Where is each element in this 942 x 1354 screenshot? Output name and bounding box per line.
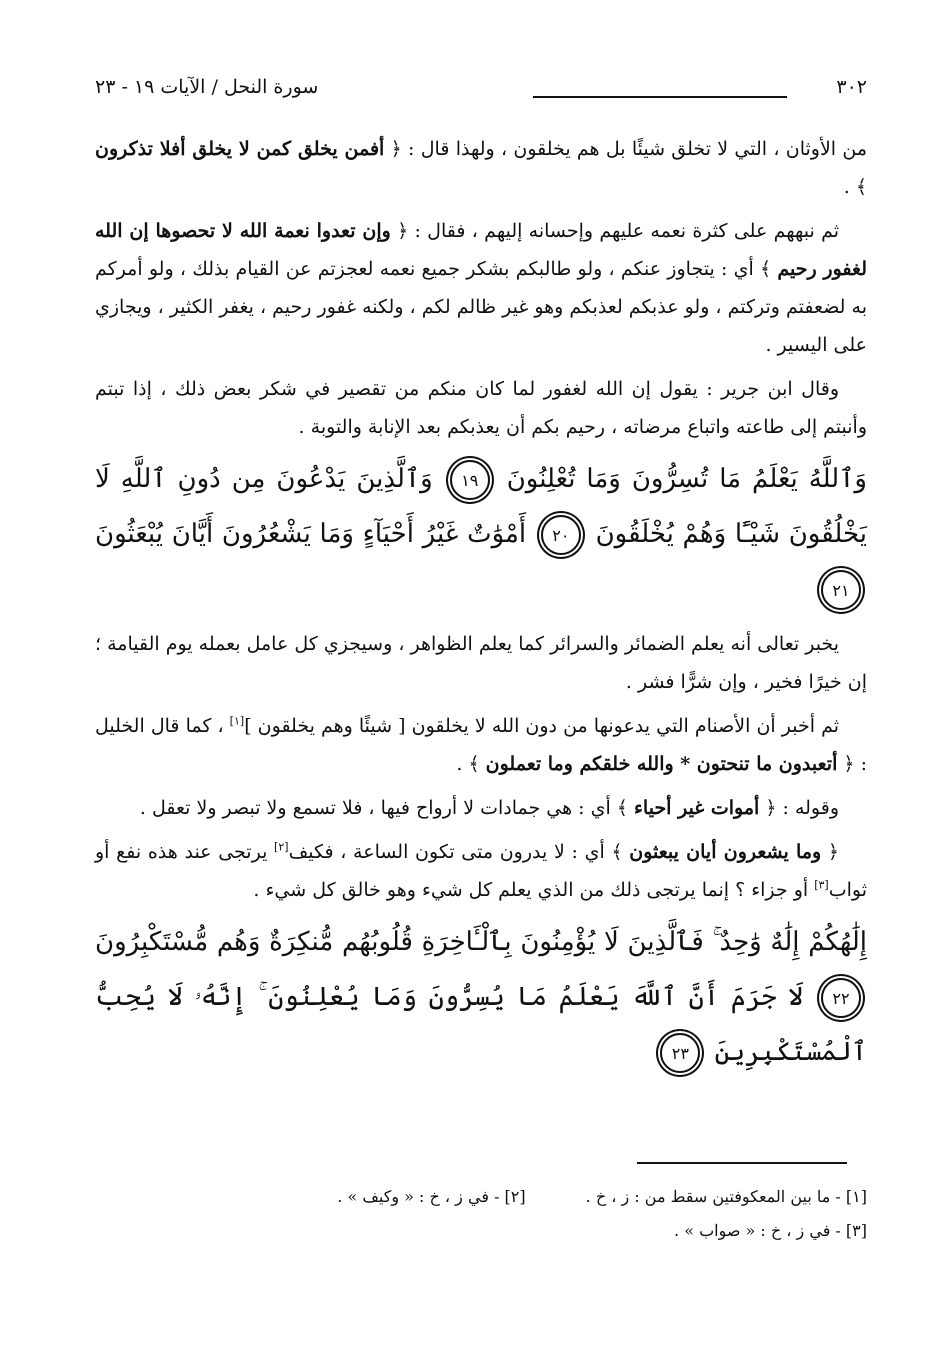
quran-quote: أموات غير أحياء [633,797,760,819]
ayah-number-21: ٢١ [821,570,861,610]
text: ، كما قال الخليل : ﴿ [95,715,867,775]
quran-quote: وإن تعدوا نعمة الله لا تحصوها إن الله لغفور رحيم [95,220,867,280]
text: وقال ابن جرير : يقول إن الله لغفور لما كان منكم من تقصير في شكر بعض ذلك ، إذا تبتم وأنبتم إلى طاعته واتباع مرضاته ، رحيم بكم أن يعذبكم بعد الإنابة والتوبة . [95,378,867,438]
paragraph-2 [95,212,867,364]
text: أو جزاء ؟ إنما يرتجى ذلك من الذي يعلم كل شيء وهو خالق كل شيء . [253,879,815,901]
text: ﴾ أي : هي جمادات لا أرواح فيها ، فلا تسمع ولا تبصر ولا تعقل . [139,797,634,819]
text: ﴾ . [843,176,867,198]
ayah-number-22: ٢٢ [821,978,861,1018]
footnote-rule [637,1162,847,1164]
running-title: سورة النحل / الآيات ١٩ - ٢٣ [95,76,319,98]
paragraph-4 [95,625,867,701]
quran-quote: أفمن يخلق كمن لا يخلق أفلا تذكرون [95,138,385,160]
paragraph-6 [95,789,867,827]
ayah-20: وَٱلَّذِينَ يَدْعُونَ مِن دُونِ ٱللَّهِ لَا يَخْلُقُونَ شَيْـًٔا وَهُمْ يُخْلَقُونَ [95,464,867,549]
text: ﴾ أي : يتجاوز عنكم ، ولو طالبكم بشكر جميع نعمه لعجزتم عن القيام بذلك ، ولو أمركم به لضعفتم وتركتم ، ولو عذبكم لعذبكم وهو غير ظالم لكم ، ولكنه غفور رحيم ، يغفر الكثير ، ويجازي على اليسير . [95,258,867,356]
footnote-1: [١] - ما بين المعكوفتين سقط من : ز ، خ . [585,1187,867,1206]
text: يخبر تعالى أنه يعلم الضمائر والسرائر كما يعلم الظواهر ، وسيجزي كل عامل بعمله يوم القيامة ؛ إن خيرًا فخير ، وإن شرًّا فشر . [95,633,867,693]
ayah-19: وَٱللَّهُ يَعْلَمُ مَا تُسِرُّونَ وَمَا تُعْلِنُونَ [506,464,867,494]
quran-verses-19-21 [95,452,867,617]
quran-verses-22-23 [95,915,867,1080]
footnote-2: [٢] - في ز ، خ : « وكيف » . [337,1187,526,1206]
paragraph-1 [95,130,867,206]
ayah-23: لَا جَرَمَ أَنَّ ٱللَّهَ يَعْلَمُ مَا يُسِرُّونَ وَمَا يُعْلِنُونَ ۚ إِنَّهُۥ لَا يُحِبُّ ٱلْمُسْتَكْبِرِينَ [95,982,867,1067]
header-rule [533,96,787,98]
ayah-number-19: ١٩ [450,460,490,500]
paragraph-5 [95,707,867,783]
paragraph-7 [95,833,867,909]
ayah-22: إِلَٰهُكُمْ إِلَٰهٌ وَٰحِدٌ ۚ فَٱلَّذِينَ لَا يُؤْمِنُونَ بِٱلْـَٔاخِرَةِ قُلُوبُهُم مُّنكِرَةٌ وَهُم مُّسْتَكْبِرُونَ [95,927,867,957]
footnote-row [95,1180,867,1214]
quran-quote: وما يشعرون أيان يبعثون [629,841,822,863]
text: ﴿ [821,841,839,863]
footnote-ref-3: [٣] [814,878,829,892]
footnotes [95,1180,867,1248]
text: ثم أخبر أن الأصنام التي يدعونها من دون الله لا يخلقون [ شيئًا وهم يخلقون ] [244,715,839,737]
footnote-row [95,1214,867,1248]
page-number: ٣٠٢ [836,76,867,98]
ayah-21: أَمْوَٰتٌ غَيْرُ أَحْيَآءٍ وَمَا يَشْعُرُونَ أَيَّانَ يُبْعَثُونَ [95,519,527,549]
quran-quote: أتعبدون ما تنحتون * والله خلقكم وما تعملون [485,753,838,775]
text: ﴾ . [456,753,486,775]
ayah-number-20: ٢٠ [541,515,581,555]
ayah-number-23: ٢٣ [660,1033,700,1073]
page-header [95,70,867,104]
footnote-ref-1: [١] [229,714,245,728]
text: ثم نبههم على كثرة نعمه عليهم وإحسانه إليهم ، فقال : ﴿ [390,220,840,242]
text: وقوله : ﴿ [759,797,839,819]
footnote-ref-2: [٢] [274,840,289,854]
text: ﴾ أي : لا يدرون متى تكون الساعة ، فكيف [288,841,630,863]
footnote-3: [٣] - في ز ، خ : « صواب » . [674,1221,867,1240]
paragraph-3 [95,370,867,446]
text: من الأوثان ، التي لا تخلق شيئًا بل هم يخلقون ، ولهذا قال : ﴿ [384,138,867,160]
text: يرتجى عند هذه نفع أو ثواب [95,841,867,901]
page-body [95,130,867,1088]
